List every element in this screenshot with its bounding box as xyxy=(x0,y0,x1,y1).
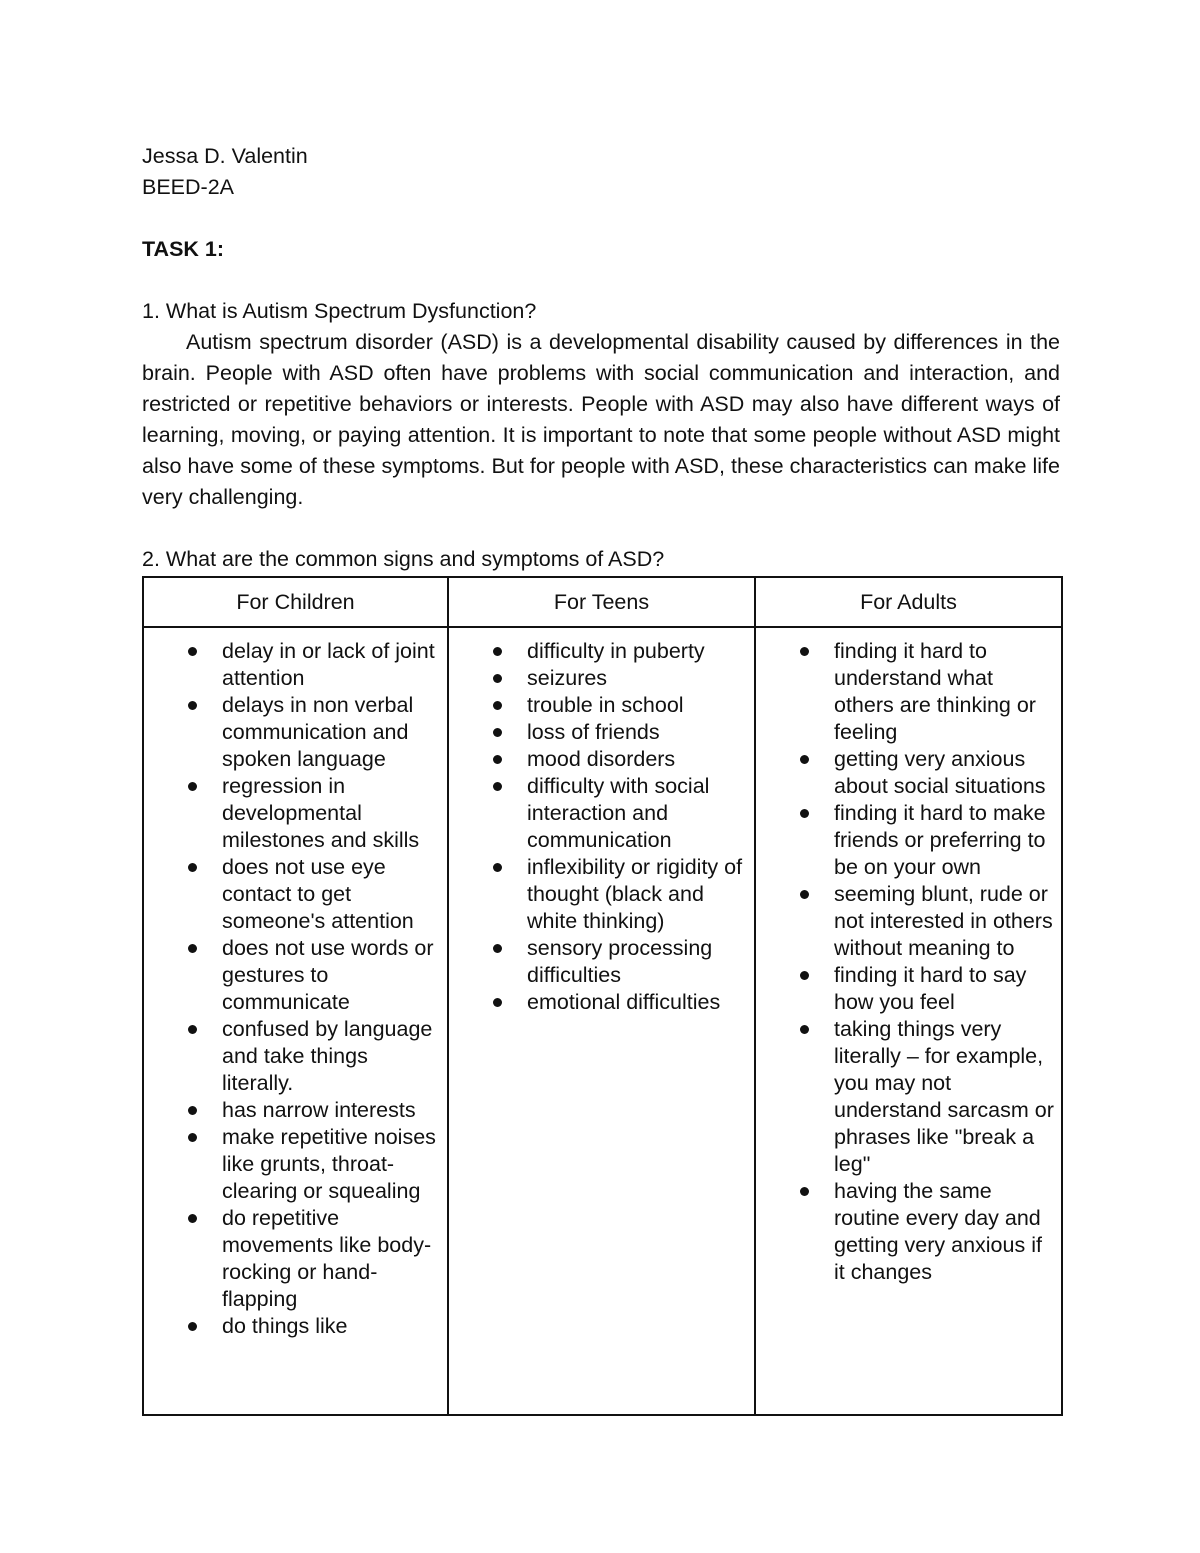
document-page xyxy=(142,141,1060,1338)
bullet-icon xyxy=(493,701,502,710)
list-item-text: seeming blunt, rude or not interested in others without meaning to xyxy=(834,882,1053,960)
bullet-icon xyxy=(188,1133,197,1142)
bullet-icon xyxy=(800,971,809,980)
table-row xyxy=(143,627,1062,1415)
list-item xyxy=(527,746,754,773)
bullet-icon xyxy=(493,674,502,683)
list-item-text: does not use eye contact to get someone's attention xyxy=(222,855,414,933)
list-item-text: getting very anxious about social situations xyxy=(834,747,1046,798)
list-item xyxy=(834,746,1061,800)
children-list xyxy=(144,638,447,1340)
list-item xyxy=(222,1124,447,1205)
bullet-icon xyxy=(800,809,809,818)
list-item xyxy=(222,638,447,692)
list-item xyxy=(527,773,754,854)
list-item-text: finding it hard to say how you feel xyxy=(834,963,1027,1014)
list-item-text: confused by language and take things literally. xyxy=(222,1017,433,1095)
list-item-text: do repetitive movements like body-rocking or hand-flapping xyxy=(222,1206,432,1311)
list-item xyxy=(834,962,1061,1016)
list-item xyxy=(222,1205,447,1313)
list-item-text: regression in developmental milestones and skills xyxy=(222,774,420,852)
list-item xyxy=(222,854,447,935)
list-item-text: does not use words or gestures to communicate xyxy=(222,936,434,1014)
list-item xyxy=(527,692,754,719)
bullet-icon xyxy=(800,755,809,764)
list-item xyxy=(834,800,1061,881)
bullet-icon xyxy=(493,755,502,764)
bullet-icon xyxy=(188,1106,197,1115)
answer-1: Autism spectrum disorder (ASD) is a developmental disability caused by differences in the brain. People with ASD often have problems with social communication and interaction, and restricted or repetitive behaviors or interests. People with ASD may also have different ways of learning, moving, or paying attention. It is important to note that some people without ASD might also have some of these symptoms. But for people with ASD, these characteristics can make life very challenging. xyxy=(142,330,1060,509)
list-item xyxy=(222,773,447,854)
column-header-children: For Children xyxy=(143,577,448,627)
bullet-icon xyxy=(188,701,197,710)
question-2: 2. What are the common signs and symptoms of ASD? xyxy=(142,547,665,571)
bullet-icon xyxy=(188,647,197,656)
bullet-icon xyxy=(493,647,502,656)
table-header-row xyxy=(143,577,1062,627)
list-item xyxy=(527,638,754,665)
bullet-icon xyxy=(493,998,502,1007)
list-item-text: delay in or lack of joint attention xyxy=(222,639,435,690)
list-item xyxy=(527,665,754,692)
list-item xyxy=(834,638,1061,746)
column-header-teens: For Teens xyxy=(448,577,755,627)
list-item xyxy=(222,1016,447,1097)
list-item-text: taking things very literally – for example, you may not understand sarcasm or phrases like "break a leg" xyxy=(834,1017,1054,1176)
list-item-text: sensory processing difficulties xyxy=(527,936,713,987)
student-name: Jessa D. Valentin xyxy=(142,144,308,168)
list-item-text: emotional difficulties xyxy=(527,990,721,1014)
list-item xyxy=(222,935,447,1016)
bullet-icon xyxy=(493,863,502,872)
bullet-icon xyxy=(493,728,502,737)
list-item xyxy=(222,692,447,773)
bullet-icon xyxy=(188,1322,197,1331)
adults-list xyxy=(756,638,1061,1286)
list-item-text: finding it hard to make friends or preferring to be on your own xyxy=(834,801,1046,879)
list-item xyxy=(834,1178,1061,1286)
list-item xyxy=(527,989,754,1016)
list-item xyxy=(527,935,754,989)
bullet-icon xyxy=(188,1214,197,1223)
question-1: 1. What is Autism Spectrum Dysfunction? xyxy=(142,299,537,323)
bullet-icon xyxy=(188,1025,197,1034)
list-item-text: finding it hard to understand what others are thinking or feeling xyxy=(834,639,1036,744)
list-item-text: has narrow interests xyxy=(222,1098,416,1122)
list-item-text: do things like xyxy=(222,1314,348,1338)
teens-list xyxy=(449,638,754,1016)
list-item xyxy=(527,719,754,746)
symptoms-table xyxy=(142,576,1063,1416)
bullet-icon xyxy=(188,782,197,791)
list-item-text: make repetitive noises like grunts, throat-clearing or squealing xyxy=(222,1125,436,1203)
list-item-text: seizures xyxy=(527,666,608,690)
list-item xyxy=(527,854,754,935)
student-section: BEED-2A xyxy=(142,175,235,199)
bullet-icon xyxy=(188,863,197,872)
teens-cell xyxy=(448,627,755,1415)
list-item-text: delays in non verbal communication and spoken language xyxy=(222,693,414,771)
column-header-adults: For Adults xyxy=(755,577,1062,627)
bullet-icon xyxy=(800,647,809,656)
bullet-icon xyxy=(800,1025,809,1034)
bullet-icon xyxy=(800,1187,809,1196)
list-item-text: mood disorders xyxy=(527,747,676,771)
list-item-text: having the same routine every day and getting very anxious if it changes xyxy=(834,1179,1042,1284)
list-item-text: difficulty with social interaction and communication xyxy=(527,774,710,852)
bullet-icon xyxy=(188,944,197,953)
bullet-icon xyxy=(800,890,809,899)
list-item xyxy=(222,1313,447,1340)
children-cell xyxy=(143,627,448,1415)
list-item xyxy=(222,1097,447,1124)
list-item-text: difficulty in puberty xyxy=(527,639,705,663)
bullet-icon xyxy=(493,944,502,953)
list-item-text: loss of friends xyxy=(527,720,660,744)
adults-cell xyxy=(755,627,1062,1415)
list-item xyxy=(834,881,1061,962)
list-item-text: inflexibility or rigidity of thought (black and white thinking) xyxy=(527,855,743,933)
list-item xyxy=(834,1016,1061,1178)
task-heading: TASK 1: xyxy=(142,237,225,261)
list-item-text: trouble in school xyxy=(527,693,684,717)
bullet-icon xyxy=(493,782,502,791)
